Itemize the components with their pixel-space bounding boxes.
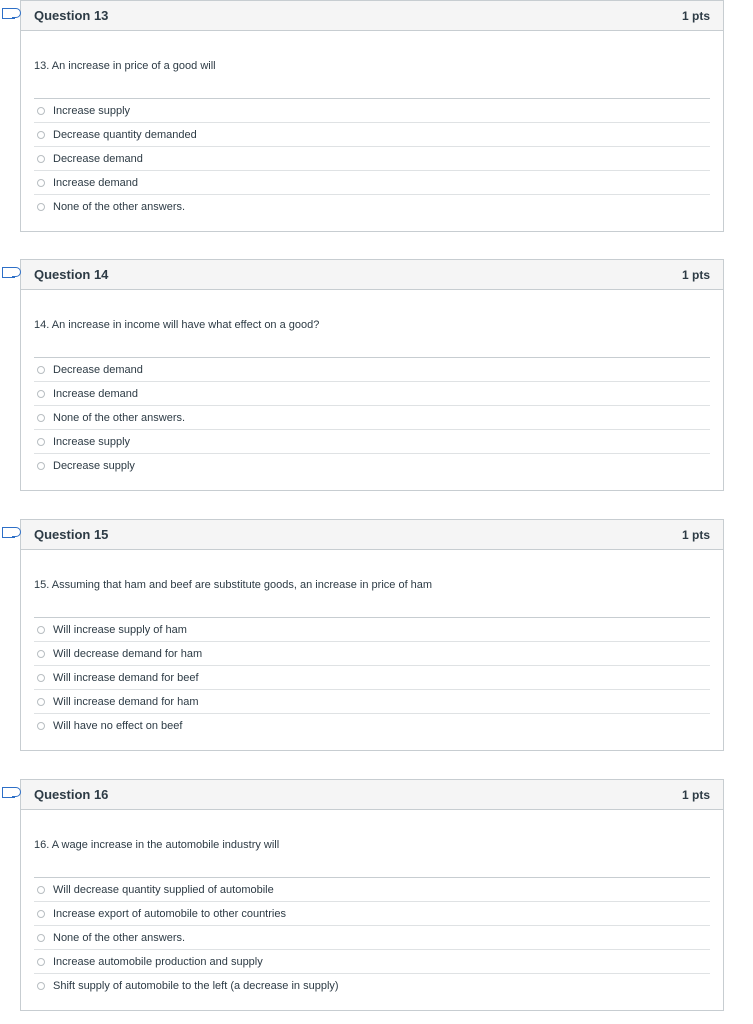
question-text: 13. An increase in price of a good will <box>34 31 710 99</box>
question-title: Question 14 <box>34 267 109 282</box>
question-body <box>21 550 723 750</box>
radio-button-icon[interactable] <box>37 934 45 942</box>
answer-label[interactable]: Increase automobile production and supply <box>53 955 263 968</box>
question-header <box>21 520 723 550</box>
answer-label[interactable]: Decrease supply <box>53 460 135 472</box>
answer-option[interactable] <box>34 171 710 195</box>
radio-button-icon[interactable] <box>37 698 45 706</box>
question-text: 14. An increase in income will have what effect on a good? <box>34 290 710 358</box>
radio-button-icon[interactable] <box>37 366 45 374</box>
answer-option[interactable] <box>34 642 710 666</box>
question-title: Question 13 <box>34 8 109 23</box>
answer-option[interactable] <box>34 358 710 382</box>
question-title: Question 16 <box>34 787 109 802</box>
question-points: 1 pts <box>681 267 710 282</box>
radio-button-icon[interactable] <box>37 626 45 634</box>
radio-button-icon[interactable] <box>37 650 45 658</box>
answer-option[interactable] <box>34 406 710 430</box>
answer-list <box>34 618 710 750</box>
answer-option[interactable] <box>34 926 710 950</box>
answer-option[interactable] <box>34 666 710 690</box>
flag-question-icon[interactable] <box>2 787 15 798</box>
radio-button-icon[interactable] <box>37 462 45 470</box>
answer-label[interactable]: Will increase demand for ham <box>53 695 199 708</box>
question-title: Question 15 <box>34 527 109 542</box>
answer-option[interactable] <box>34 147 710 171</box>
answer-option[interactable] <box>34 123 710 147</box>
answer-option[interactable] <box>34 902 710 926</box>
radio-button-icon[interactable] <box>37 722 45 730</box>
radio-button-icon[interactable] <box>37 982 45 990</box>
answer-label[interactable]: Will decrease demand for ham <box>53 647 203 660</box>
answer-label[interactable]: Decrease demand <box>53 363 143 376</box>
radio-button-icon[interactable] <box>37 203 45 211</box>
answer-label[interactable]: Will have no effect on beef <box>53 720 183 732</box>
answer-option[interactable] <box>34 974 710 998</box>
answer-label[interactable]: None of the other answers. <box>53 411 186 424</box>
answer-option[interactable] <box>34 950 710 974</box>
radio-button-icon[interactable] <box>37 674 45 682</box>
radio-button-icon[interactable] <box>37 179 45 187</box>
question-text: 16. A wage increase in the automobile industry will <box>34 810 710 878</box>
answer-label[interactable]: None of the other answers. <box>53 931 186 944</box>
answer-label[interactable]: Shift supply of automobile to the left (a decrease in supply) <box>53 980 339 992</box>
answer-option[interactable] <box>34 195 710 219</box>
answer-option[interactable] <box>34 99 710 123</box>
radio-button-icon[interactable] <box>37 155 45 163</box>
question-text: 15. Assuming that ham and beef are substitute goods, an increase in price of ham <box>34 550 710 618</box>
answer-label[interactable]: Decrease demand <box>53 152 143 165</box>
answer-label[interactable]: None of the other answers. <box>53 201 186 213</box>
answer-label[interactable]: Increase supply <box>53 435 131 448</box>
answer-option[interactable] <box>34 690 710 714</box>
question-15 <box>20 519 724 751</box>
answer-option[interactable] <box>34 878 710 902</box>
flag-question-icon[interactable] <box>2 267 15 278</box>
answer-option[interactable] <box>34 618 710 642</box>
flag-question-icon[interactable] <box>2 8 15 19</box>
question-13 <box>20 0 724 232</box>
answer-label[interactable]: Will increase supply of ham <box>53 623 187 636</box>
question-body <box>21 290 723 490</box>
answer-list <box>34 99 710 231</box>
question-header <box>21 1 723 31</box>
radio-button-icon[interactable] <box>37 910 45 918</box>
flag-question-icon[interactable] <box>2 527 15 538</box>
question-body <box>21 31 723 231</box>
radio-button-icon[interactable] <box>37 107 45 115</box>
radio-button-icon[interactable] <box>37 958 45 966</box>
answer-option[interactable] <box>34 430 710 454</box>
radio-button-icon[interactable] <box>37 438 45 446</box>
answer-option[interactable] <box>34 454 710 478</box>
question-points: 1 pts <box>681 8 710 23</box>
question-body <box>21 810 723 1010</box>
radio-button-icon[interactable] <box>37 886 45 894</box>
answer-list <box>34 358 710 490</box>
radio-button-icon[interactable] <box>37 390 45 398</box>
answer-label[interactable]: Increase supply <box>53 104 131 117</box>
answer-label[interactable]: Increase export of automobile to other countries <box>53 907 286 920</box>
question-points: 1 pts <box>681 527 710 542</box>
answer-option[interactable] <box>34 382 710 406</box>
radio-button-icon[interactable] <box>37 414 45 422</box>
answer-label[interactable]: Increase demand <box>53 387 138 400</box>
question-14 <box>20 259 724 491</box>
answer-label[interactable]: Increase demand <box>53 176 138 189</box>
answer-list <box>34 878 710 1010</box>
question-header <box>21 780 723 810</box>
answer-label[interactable]: Will increase demand for beef <box>53 671 199 684</box>
answer-label[interactable]: Decrease quantity demanded <box>53 128 197 141</box>
question-16 <box>20 779 724 1011</box>
answer-label[interactable]: Will decrease quantity supplied of automobile <box>53 883 274 896</box>
question-points: 1 pts <box>681 787 710 802</box>
radio-button-icon[interactable] <box>37 131 45 139</box>
question-header <box>21 260 723 290</box>
answer-option[interactable] <box>34 714 710 738</box>
